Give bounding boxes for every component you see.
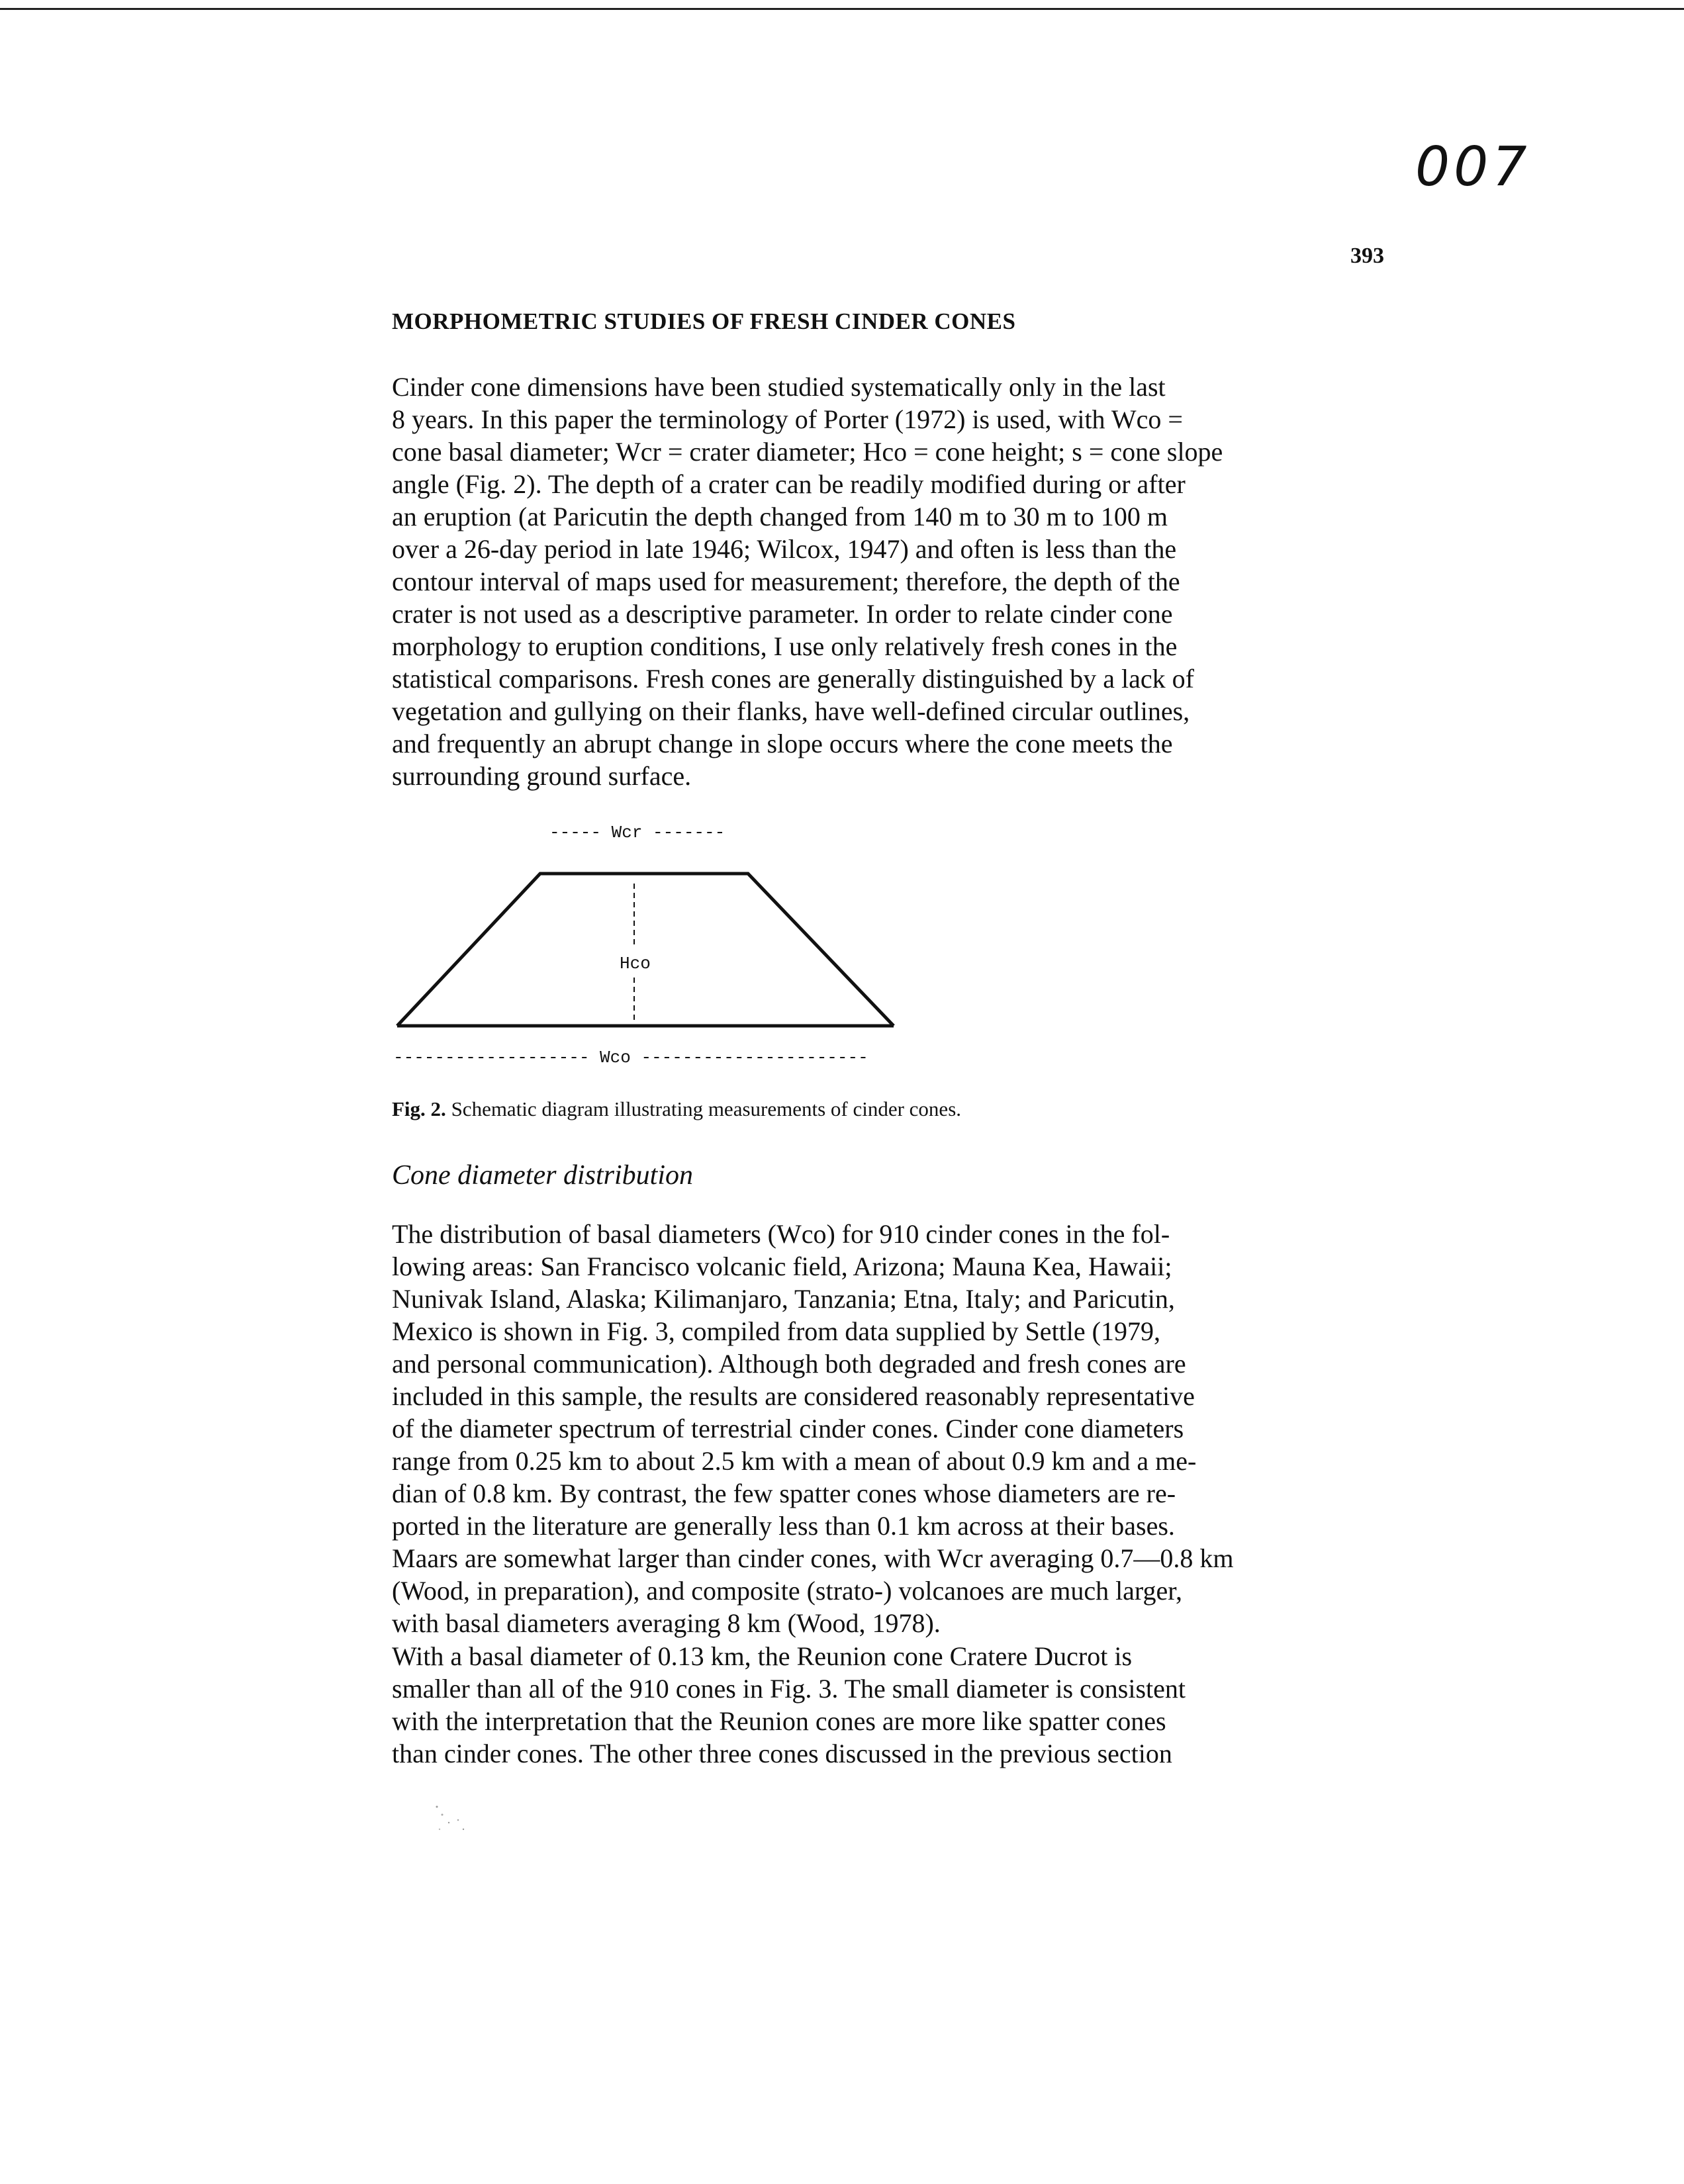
text-line: lowing areas: San Francisco volcanic field, Arizona; Mauna Kea, Hawaii; — [392, 1251, 1172, 1281]
text-line: with basal diameters averaging 8 km (Wood, 1978). — [392, 1608, 941, 1638]
text-line: and personal communication). Although both degraded and fresh cones are — [392, 1349, 1186, 1379]
diameter-distribution-paragraph — [392, 1218, 1233, 1639]
scan-top-border — [0, 8, 1684, 10]
subsection-heading: Cone diameter distribution — [392, 1160, 693, 1191]
text-line: dian of 0.8 km. By contrast, the few spatter cones whose diameters are re- — [392, 1479, 1176, 1508]
page-number: 393 — [1350, 244, 1384, 268]
text-line: range from 0.25 km to about 2.5 km with a mean of about 0.9 km and a me- — [392, 1446, 1197, 1476]
text-line: angle (Fig. 2). The depth of a crater can be readily modified during or after — [392, 469, 1186, 499]
text-line: an eruption (at Paricutin the depth changed from 140 m to 30 m to 100 m — [392, 502, 1168, 531]
cone-outline — [397, 874, 894, 1026]
text-line: surrounding ground surface. — [392, 761, 692, 791]
figure-caption-label: Fig. 2. — [392, 1097, 446, 1120]
text-line: of the diameter spectrum of terrestrial cinder cones. Cinder cone diameters — [392, 1414, 1184, 1443]
text-line: over a 26-day period in late 1946; Wilcox, 1947) and often is less than the — [392, 534, 1177, 564]
text-line: and frequently an abrupt change in slope occurs where the cone meets the — [392, 729, 1173, 758]
scan-speckle — [429, 1800, 475, 1846]
figure-caption-text: Schematic diagram illustrating measurements of cinder cones. — [445, 1097, 962, 1120]
text-line: Mexico is shown in Fig. 3, compiled from data supplied by Settle (1979, — [392, 1316, 1160, 1346]
text-line: morphology to eruption conditions, I use only relatively fresh cones in the — [392, 631, 1178, 661]
text-line: With a basal diameter of 0.13 km, the Reunion cone Cratere Ducrot is — [392, 1641, 1133, 1671]
cone-height-label: Hco — [620, 954, 651, 974]
text-line: crater is not used as a descriptive parameter. In order to relate cinder cone — [392, 599, 1173, 629]
text-line: vegetation and gullying on their flanks, have well-defined circular outlines, — [392, 696, 1190, 726]
text-line: than cinder cones. The other three cones discussed in the previous section — [392, 1739, 1172, 1768]
text-line: 8 years. In this paper the terminology of Porter (1972) is used, with Wco = — [392, 404, 1183, 434]
text-line: included in this sample, the results are considered reasonably representative — [392, 1381, 1195, 1411]
text-line: (Wood, in preparation), and composite (strato-) volcanoes are much larger, — [392, 1576, 1183, 1606]
text-line: ported in the literature are generally less than 0.1 km across at their bases. — [392, 1511, 1175, 1541]
text-line: statistical comparisons. Fresh cones are generally distinguished by a lack of — [392, 664, 1194, 694]
text-line: The distribution of basal diameters (Wco) for 910 cinder cones in the fol- — [392, 1219, 1170, 1249]
figure-caption — [392, 1097, 961, 1121]
text-line: contour interval of maps used for measurement; therefore, the depth of the — [392, 567, 1180, 596]
cinder-cone-schematic — [384, 811, 927, 1089]
text-line: smaller than all of the 910 cones in Fig. 3. The small diameter is consistent — [392, 1674, 1186, 1704]
text-line: Cinder cone dimensions have been studied systematically only in the last — [392, 372, 1166, 402]
text-line: with the interpretation that the Reunion cones are more like spatter cones — [392, 1706, 1166, 1736]
section-heading: MORPHOMETRIC STUDIES OF FRESH CINDER CONES — [392, 308, 1016, 334]
handwritten-page-number: 007 — [1415, 136, 1531, 199]
text-line: Maars are somewhat larger than cinder cones, with Wcr averaging 0.7—0.8 km — [392, 1543, 1234, 1573]
crater-diameter-label: ----- Wcr ------- — [549, 823, 725, 842]
text-line: cone basal diameter; Wcr = crater diameter; Hco = cone height; s = cone slope — [392, 437, 1223, 467]
text-line: Nunivak Island, Alaska; Kilimanjaro, Tanzania; Etna, Italy; and Paricutin, — [392, 1284, 1175, 1314]
reunion-cone-paragraph — [392, 1640, 1186, 1770]
intro-paragraph — [392, 371, 1223, 792]
basal-diameter-label: ------------------- Wco ---------------------- — [393, 1048, 868, 1068]
